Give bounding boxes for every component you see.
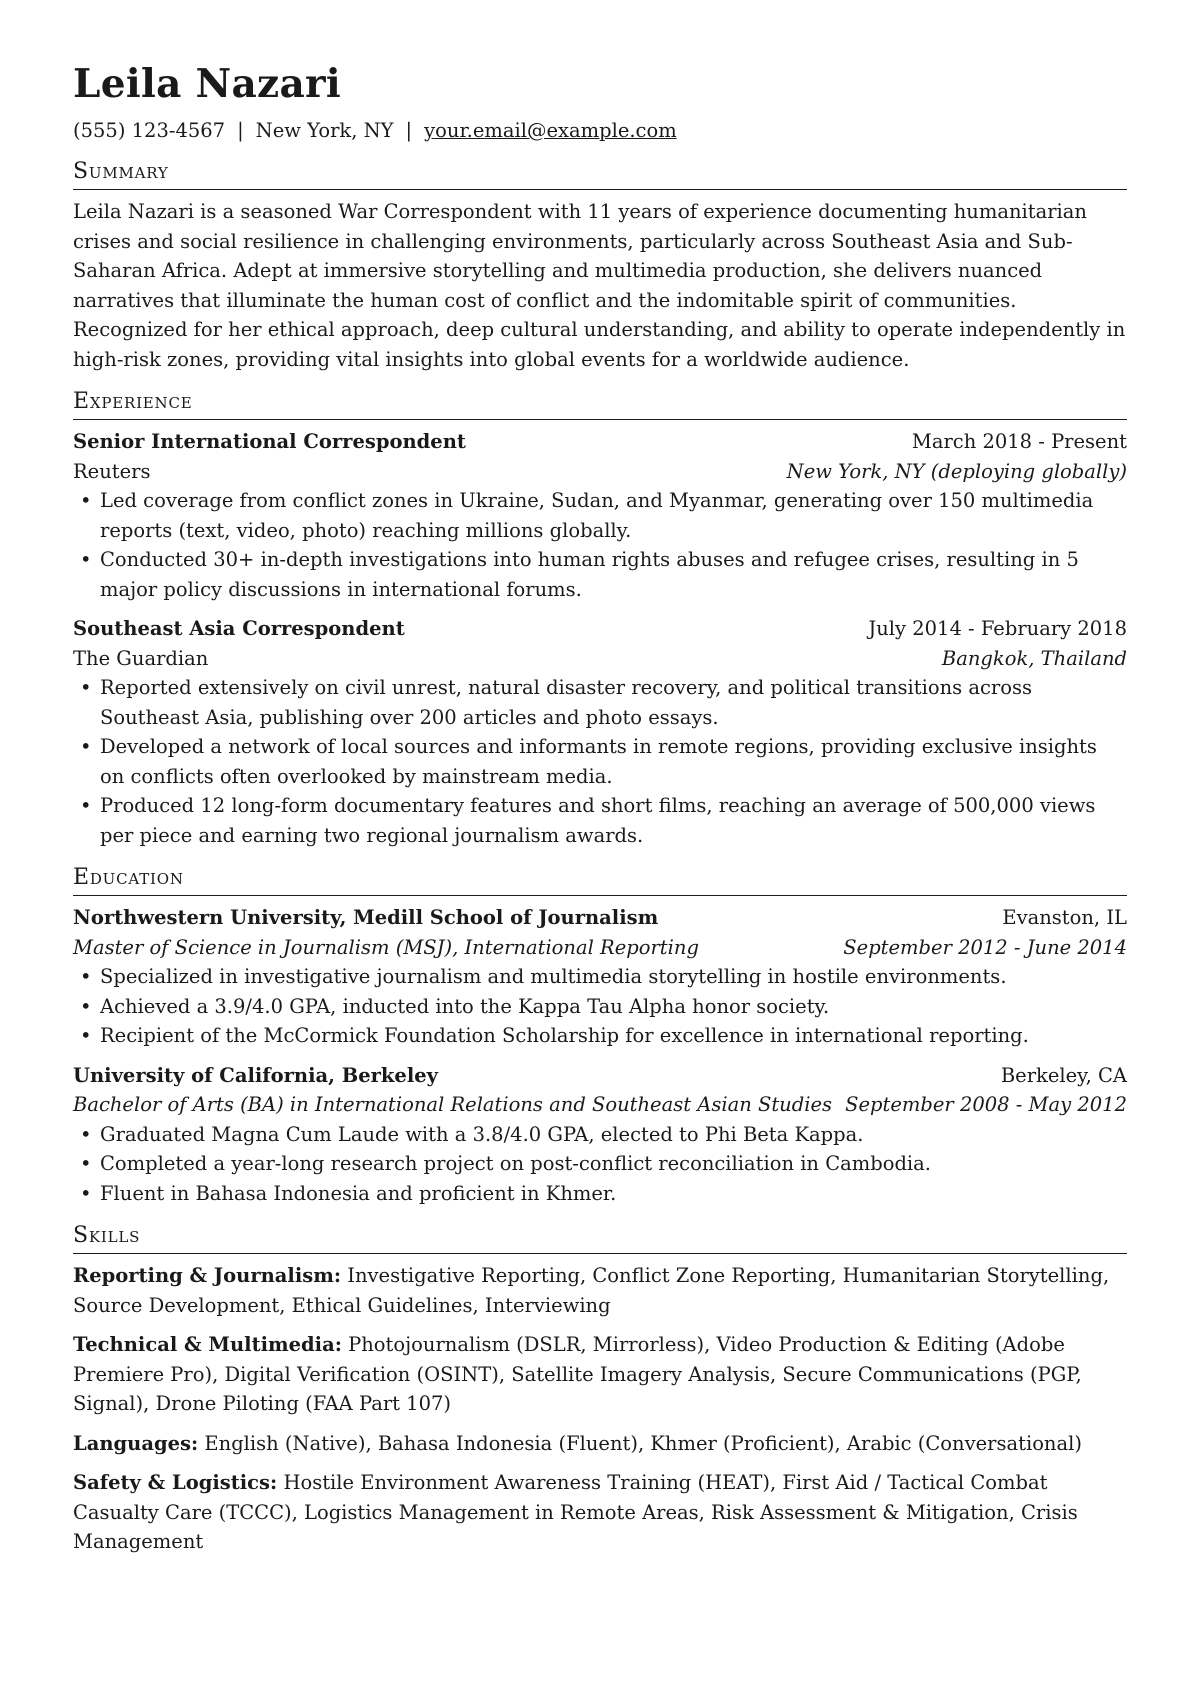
summary-section: [73, 158, 1127, 374]
skill-group: [73, 1330, 1127, 1419]
list-item: • Achieved a 3.9/4.0 GPA, inducted into the Kappa Tau Alpha honor society.: [73, 992, 1127, 1022]
school-location: Berkeley, CA: [1000, 1063, 1127, 1087]
experience-section: [73, 388, 1127, 850]
skill-items: Hostile Environment Awareness Training (HEAT), First Aid / Tactical Combat Casualty Care (TCCC), Logistics Management in Remote Areas, Risk Assessment & Mitigation, Crisis Management: [73, 1471, 1078, 1553]
skill-group: [73, 1429, 1127, 1459]
job-dates: July 2014 - February 2018: [868, 617, 1127, 640]
education-bullets: [73, 1120, 1127, 1209]
skill-items: Investigative Reporting, Conflict Zone Reporting, Humanitarian Storytelling, Source Development, Ethical Guidelines, Interviewing: [73, 1264, 1110, 1317]
skill-group: [73, 1261, 1127, 1320]
school-name: Northwestern University, Medill School of Journalism: [73, 906, 659, 929]
job-role: Senior International Correspondent: [73, 430, 466, 453]
skill-items: English (Native), Bahasa Indonesia (Fluent), Khmer (Proficient), Arabic (Conversational): [204, 1431, 1082, 1455]
list-item: • Specialized in investigative journalism and multimedia storytelling in hostile environments.: [73, 962, 1127, 992]
list-item: • Produced 12 long-form documentary features and short films, reaching an average of 500,000 views per piece and earning two regional journalism awards.: [73, 791, 1127, 850]
school-name: University of California, Berkeley: [73, 1063, 438, 1087]
degree: Bachelor of Arts (BA) in International Relations and Southeast Asian Studies: [73, 1093, 832, 1116]
job-org: The Guardian: [73, 646, 209, 670]
job-bullets: [73, 673, 1127, 850]
skill-items: Photojournalism (DSLR, Mirrorless), Video Production & Editing (Adobe Premiere Pro), Digital Verification (OSINT), Satellite Imagery Analysis, Secure Communications (PGP, Signal), Drone Piloting (FAA Part 107): [73, 1333, 1082, 1415]
candidate-name: Leila Nazari: [73, 61, 342, 107]
skills-section: [73, 1222, 1127, 1557]
list-item: • Conducted 30+ in-depth investigations into human rights abuses and refugee crises, resulting in 5 major policy discussions in international forums.: [73, 545, 1127, 604]
list-item: • Completed a year-long research project on post-conflict reconciliation in Cambodia.: [73, 1149, 1127, 1179]
education-entry: [73, 1061, 1127, 1209]
education-dates: September 2012 - June 2014: [843, 935, 1127, 959]
skill-label: Reporting & Journalism:: [73, 1264, 342, 1287]
education-dates: September 2008 - May 2012: [845, 1093, 1127, 1116]
section-title-summary: Summary: [73, 158, 1127, 190]
list-item: • Reported extensively on civil unrest, natural disaster recovery, and political transitions across Southeast Asia, publishing over 200 articles and photo essays.: [73, 673, 1127, 732]
skill-label: Technical & Multimedia:: [73, 1333, 342, 1356]
job-dates: March 2018 - Present: [911, 430, 1127, 453]
phone-number: (555) 123-4567: [73, 119, 226, 142]
education-bullets: [73, 962, 1127, 1051]
list-item: • Graduated Magna Cum Laude with a 3.8/4.0 GPA, elected to Phi Beta Kappa.: [73, 1120, 1127, 1150]
education-entry: [73, 903, 1127, 1051]
contact-line: [73, 118, 1127, 144]
contact-separator: |: [405, 119, 413, 142]
education-section: [73, 864, 1127, 1208]
list-item: • Recipient of the McCormick Foundation Scholarship for excellence in international reporting.: [73, 1021, 1127, 1051]
job-org: Reuters: [73, 459, 151, 483]
location: New York, NY: [255, 119, 394, 142]
email-link[interactable]: your.email@example.com: [424, 119, 677, 142]
degree: Master of Science in Journalism (MSJ), International Reporting: [73, 935, 699, 959]
job-location: Bangkok, Thailand: [941, 646, 1127, 670]
list-item: • Led coverage from conflict zones in Ukraine, Sudan, and Myanmar, generating over 150 multimedia reports (text, video, photo) reaching millions globally.: [73, 486, 1127, 545]
section-title-experience: Experience: [73, 388, 1127, 420]
contact-separator: |: [237, 119, 244, 142]
job-bullets: [73, 486, 1127, 604]
job-entry: [73, 614, 1127, 850]
section-title-skills: Skills: [73, 1222, 1127, 1254]
skill-label: Safety & Logistics:: [73, 1471, 278, 1494]
skill-group: [73, 1468, 1127, 1557]
job-location: New York, NY (deploying globally): [786, 459, 1127, 483]
summary-text: Leila Nazari is a seasoned War Correspondent with 11 years of experience documenting humanitarian crises and social resilience in challenging environments, particularly across Southeast Asia and Sub-Saharan Africa. Adept at immersive storytelling and multimedia production, she delivers nuanced narratives that illuminate the human cost of conflict and the indomitable spirit of communities. Recognized for her ethical approach, deep cultural understanding, and ability to operate independently in high-risk zones, providing vital insights into global events for a worldwide audience.: [73, 200, 1126, 371]
list-item: • Fluent in Bahasa Indonesia and proficient in Khmer.: [73, 1179, 1127, 1209]
job-entry: [73, 427, 1127, 604]
job-role: Southeast Asia Correspondent: [73, 617, 405, 640]
skill-label: Languages:: [73, 1431, 199, 1455]
section-title-education: Education: [73, 864, 1127, 896]
school-location: Evanston, IL: [1002, 906, 1127, 929]
list-item: • Developed a network of local sources and informants in remote regions, providing exclusive insights on conflicts often overlooked by mainstream media.: [73, 732, 1127, 791]
